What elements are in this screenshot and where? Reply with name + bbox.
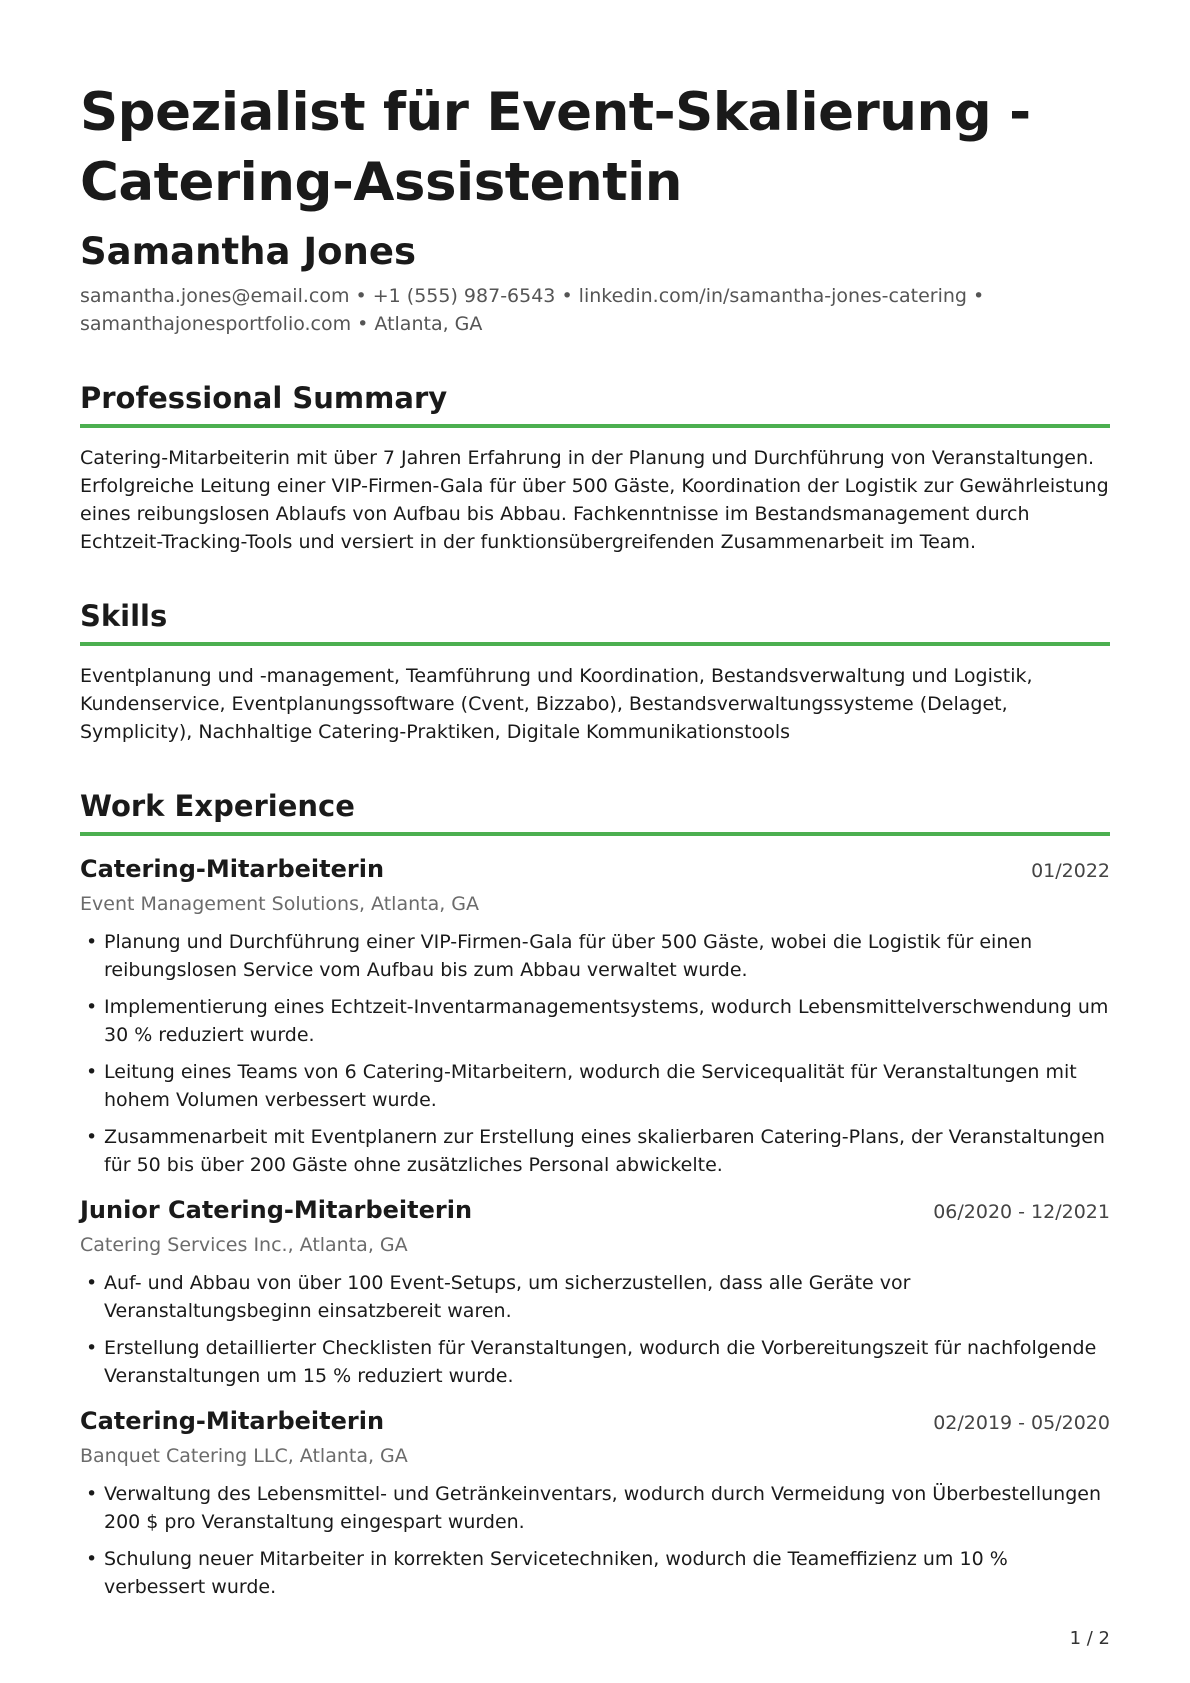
resume-title: Spezialist für Event-Skalierung - Catering-Assistentin [80,82,1031,213]
job-bullet: • Leitung eines Teams von 6 Catering-Mitarbeitern, wodurch die Servicequalität für Veranstaltungen mit hohem Volumen verbessert wurde. [80,1058,1110,1114]
contact-info [80,282,1110,338]
job-entry [80,1404,1110,1601]
page-number: 1 / 2 [1069,1628,1110,1649]
resume-page [80,78,1110,1615]
job-title: Catering-Mitarbeiterin [80,1407,385,1435]
job-date: 02/2019 - 05/2020 [933,1412,1110,1434]
job-header [80,1193,1110,1227]
contact-line-2: samanthajonesportfolio.com • Atlanta, GA [80,313,483,335]
job-title: Catering-Mitarbeiterin [80,855,385,883]
job-bullet: • Erstellung detaillierter Checklisten für Veranstaltungen, wodurch die Vorbereitungszeit für nachfolgende Veranstaltungen um 15 % reduziert wurde. [80,1334,1110,1390]
job-date: 01/2022 [1031,860,1110,882]
job-bullets [80,1480,1110,1601]
contact-line-1: samantha.jones@email.com • +1 (555) 987-6543 • linkedin.com/in/samantha-jones-catering • [80,285,985,307]
experience-section [80,786,1110,1601]
job-company: Catering Services Inc., Atlanta, GA [80,1234,408,1256]
skills-text: Eventplanung und -management, Teamführung und Koordination, Bestandsverwaltung und Logistik, Kundenservice, Eventplanungssoftware (Cvent, Bizzabo), Bestandsverwaltungssysteme (Delaget, Symplicity), Nachhaltige Catering-Praktiken, Digitale Kommunikationstools [80,665,1033,743]
experience-heading: Work Experience [80,786,1110,836]
job-header [80,852,1110,886]
job-entry [80,852,1110,1179]
job-bullet: • Implementierung eines Echtzeit-Inventarmanagementsystems, wodurch Lebensmittelverschwendung um 30 % reduziert wurde. [80,993,1110,1049]
job-bullet: • Schulung neuer Mitarbeiter in korrekten Servicetechniken, wodurch die Teameffizienz um 10 % verbessert wurde. [80,1545,1110,1601]
skills-heading: Skills [80,596,1110,646]
summary-text: Catering-Mitarbeiterin mit über 7 Jahren Erfahrung in der Planung und Durchführung von Veranstaltungen. Erfolgreiche Leitung einer VIP-Firmen-Gala für über 500 Gäste, Koordination der Logistik zur Gewährleistung eines reibungslosen Ablaufs von Aufbau bis Abbau. Fachkenntnisse im Bestandsmanagement durch Echtzeit-Tracking-Tools und versiert in der funktionsübergreifenden Zusammenarbeit im Team. [80,447,1109,553]
summary-heading: Professional Summary [80,378,1110,428]
job-bullet: • Zusammenarbeit mit Eventplanern zur Erstellung eines skalierbaren Catering-Plans, der Veranstaltungen für 50 bis über 200 Gäste ohne zusätzliches Personal abwickelte. [80,1123,1110,1179]
job-bullets [80,928,1110,1179]
job-company: Banquet Catering LLC, Atlanta, GA [80,1445,408,1467]
job-date: 06/2020 - 12/2021 [933,1201,1110,1223]
job-bullet: • Verwaltung des Lebensmittel- und Getränkeinventars, wodurch durch Vermeidung von Überbestellungen 200 $ pro Veranstaltung eingespart wurden. [80,1480,1110,1536]
job-company: Event Management Solutions, Atlanta, GA [80,893,480,915]
job-bullet: • Planung und Durchführung einer VIP-Firmen-Gala für über 500 Gäste, wobei die Logistik für einen reibungslosen Service vom Aufbau bis zum Abbau verwaltet wurde. [80,928,1110,984]
job-bullets [80,1269,1110,1390]
job-bullet: • Auf- und Abbau von über 100 Event-Setups, um sicherzustellen, dass alle Geräte vor Veranstaltungsbeginn einsatzbereit waren. [80,1269,1110,1325]
candidate-name: Samantha Jones [80,230,416,273]
skills-section [80,596,1110,746]
job-title: Junior Catering-Mitarbeiterin [80,1196,473,1224]
job-header [80,1404,1110,1438]
job-entry [80,1193,1110,1390]
summary-section [80,378,1110,556]
